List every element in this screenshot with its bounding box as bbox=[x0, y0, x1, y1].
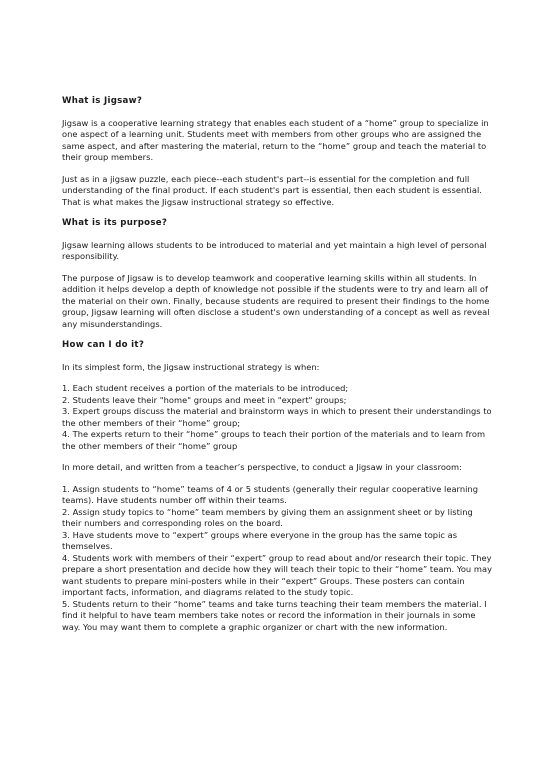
list-item: 5. Students return to their “home” teams and take turns teaching their team members the material. I find it helpful to have team members take notes or record the information in their journals in some way. You may want them to complete a graphic organizer or chart with the new information. bbox=[62, 598, 487, 632]
heading-what-is-jigsaw: What is Jigsaw? bbox=[62, 96, 143, 106]
list-item: 2. Students leave their "home" groups and meet in "expert" groups; bbox=[62, 394, 347, 405]
paragraph-simple-intro: In its simplest form, the Jigsaw instructional strategy is when: bbox=[62, 361, 320, 372]
list-item: 4. The experts return to their “home” groups to teach their portion of the materials and to learn from the other members of their “home” group bbox=[62, 429, 486, 451]
list-item: 1. Each student receives a portion of the materials to be introduced; bbox=[62, 383, 349, 393]
list-item: 4. Students work with members of their “expert” group to read about and/or research their topic. They prepare a short presentation and decide how they will teach their topic to their “home” team. You may want students to prepare mini-posters while in their “expert” Groups. These posters can contain important facts, information, and diagrams related to the study topic. bbox=[62, 552, 493, 597]
heading-how-to: How can I do it? bbox=[62, 340, 145, 350]
paragraph-purpose: The purpose of Jigsaw is to develop teamwork and cooperative learning skills within all students. In addition it helps develop a depth of knowledge not possible if the students were to try and learn all of the material on their own. Finally, because students are required to present their findings to the home group, Jigsaw learning will often disclose a student's own understanding of a concept as well as reveal any misunderstandings. bbox=[62, 272, 490, 329]
list-item: 3. Have students move to “expert” groups where everyone in the group has the same topic as themselves. bbox=[62, 529, 458, 551]
paragraph-definition: Jigsaw is a cooperative learning strategy that enables each student of a “home” group to specialize in one aspect of a learning unit. Students meet with members from other groups who are assigned the same aspect, and after mastering the material, return to the “home” group and teach the material to their group members. bbox=[62, 117, 489, 162]
heading-purpose: What is its purpose? bbox=[62, 218, 168, 228]
list-item: 2. Assign study topics to “home” team members by giving them an assignment sheet or by listing their numbers and corresponding roles on the board. bbox=[62, 506, 473, 528]
list-item: 3. Expert groups discuss the material and brainstorm ways in which to present their understandings to the other members of their “home” group; bbox=[62, 406, 492, 428]
list-item: 1. Assign students to “home” teams of 4 or 5 students (generally their regular cooperative learning teams). Have students number off within their teams. bbox=[62, 483, 479, 505]
simple-steps-list bbox=[62, 383, 492, 452]
paragraph-detail-intro: In more detail, and written from a teacher’s perspective, to conduct a Jigsaw in your classroom: bbox=[62, 462, 462, 472]
detail-steps-list bbox=[62, 484, 492, 634]
paragraph-puzzle-analogy: Just as in a jigsaw puzzle, each piece--each student's part--is essential for the completion and full understanding of the final product. If each student's part is essential, then each student is essential. That is what makes the Jigsaw instructional strategy so effective. bbox=[62, 173, 482, 207]
document-page bbox=[62, 96, 492, 643]
paragraph-responsibility: Jigsaw learning allows students to be introduced to material and yet maintain a high level of personal responsibility. bbox=[62, 239, 487, 261]
